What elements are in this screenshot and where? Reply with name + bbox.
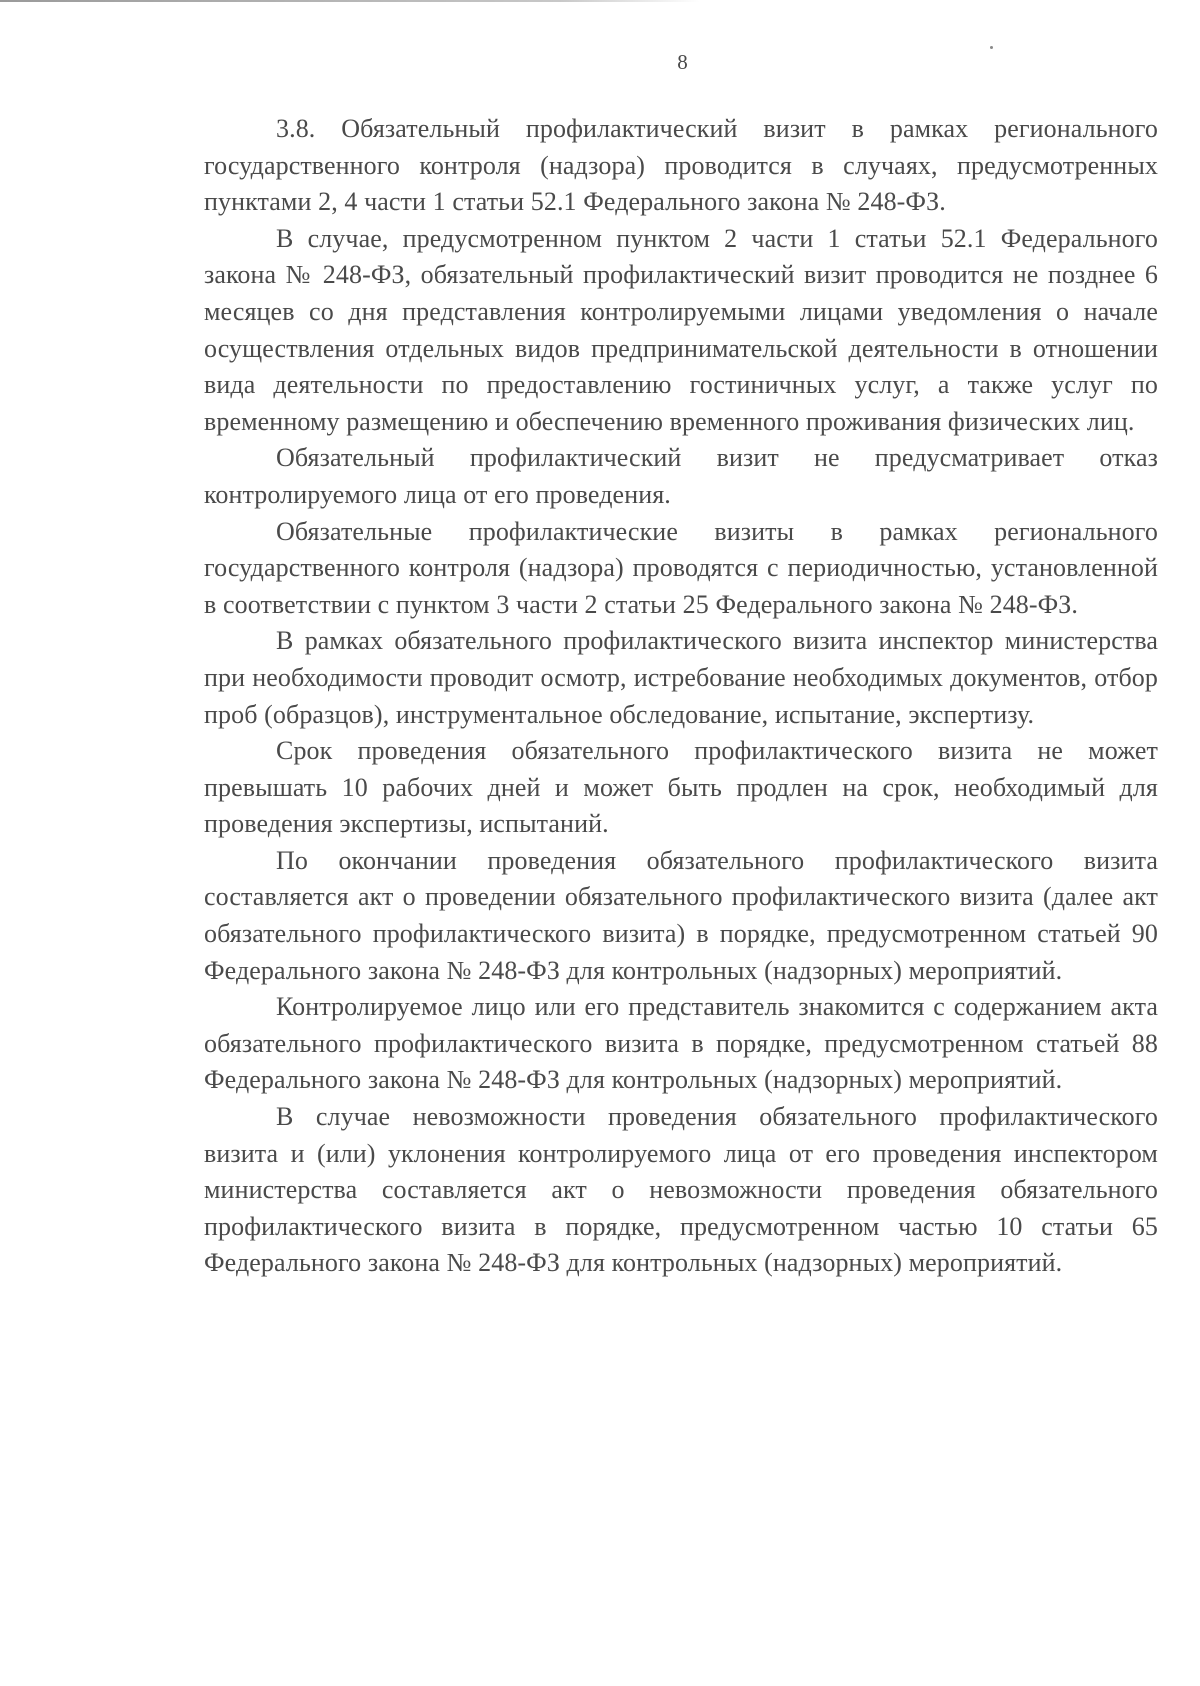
scan-dust-mark [990, 46, 993, 49]
document-body [204, 111, 1158, 1282]
paragraph-case-clause-2: В случае, предусмотренном пунктом 2 части 1 статьи 52.1 Федерального закона № 248-ФЗ, обязательный профилактический визит проводится не позднее 6 месяцев со дня представления контролируемыми лицами уведомления о начале осуществления отдельных видов предпринимательской деятельности в отношении вида деятельности по предоставлению гостиничных услуг, а также услуг по временному размещению и обеспечению временного проживания физических лиц. [204, 223, 1158, 436]
paragraph-3-8: 3.8. Обязательный профилактический визит в рамках регионального государственного контроля (надзора) проводится в случаях, предусмотренных пунктами 2, 4 части 1 статьи 52.1 Федерального закона № 248-ФЗ. [204, 114, 1158, 217]
paragraph-act-drafting: По окончании проведения обязательного профилактического визита составляется акт о проведении обязательного профилактического визита (далее акт обязательного профилактического визита) в порядке, предусмотренном статьей 90 Федерального закона № 248-ФЗ для контрольных (надзорных) мероприятий. [204, 845, 1158, 985]
scan-edge-line [0, 0, 700, 2]
paragraph-impossibility-act: В случае невозможности проведения обязательного профилактического визита и (или) уклонения контролируемого лица от его проведения инспектором министерства составляется акт о невозможности проведения обязательного профилактического визита в порядке, предусмотренном частью 10 статьи 65 Федерального закона № 248-ФЗ для контрольных (надзорных) мероприятий. [204, 1102, 1158, 1278]
paragraph-act-familiarization: Контролируемое лицо или его представитель знакомится с содержанием акта обязательного профилактического визита в порядке, предусмотренном статьей 88 Федерального закона № 248-ФЗ для контрольных (надзорных) мероприятий. [204, 992, 1158, 1095]
paragraph-duration: Срок проведения обязательного профилактического визита не может превышать 10 рабочих дней и может быть продлен на срок, необходимый для проведения экспертизы, испытаний. [204, 736, 1158, 839]
page-number: 8 [677, 50, 688, 74]
paragraph-no-refusal: Обязательный профилактический визит не предусматривает отказ контролируемого лица от его проведения. [204, 443, 1158, 509]
paragraph-inspector-actions: В рамках обязательного профилактического визита инспектор министерства при необходимости проводит осмотр, истребование необходимых документов, отбор проб (образцов), инструментальное обследование, испытание, экспертизу. [204, 626, 1158, 729]
paragraph-periodicity: Обязательные профилактические визиты в рамках регионального государственного контроля (надзора) проводятся с периодичностью, установленной в соответствии с пунктом 3 части 2 статьи 25 Федерального закона № 248-ФЗ. [204, 516, 1158, 619]
